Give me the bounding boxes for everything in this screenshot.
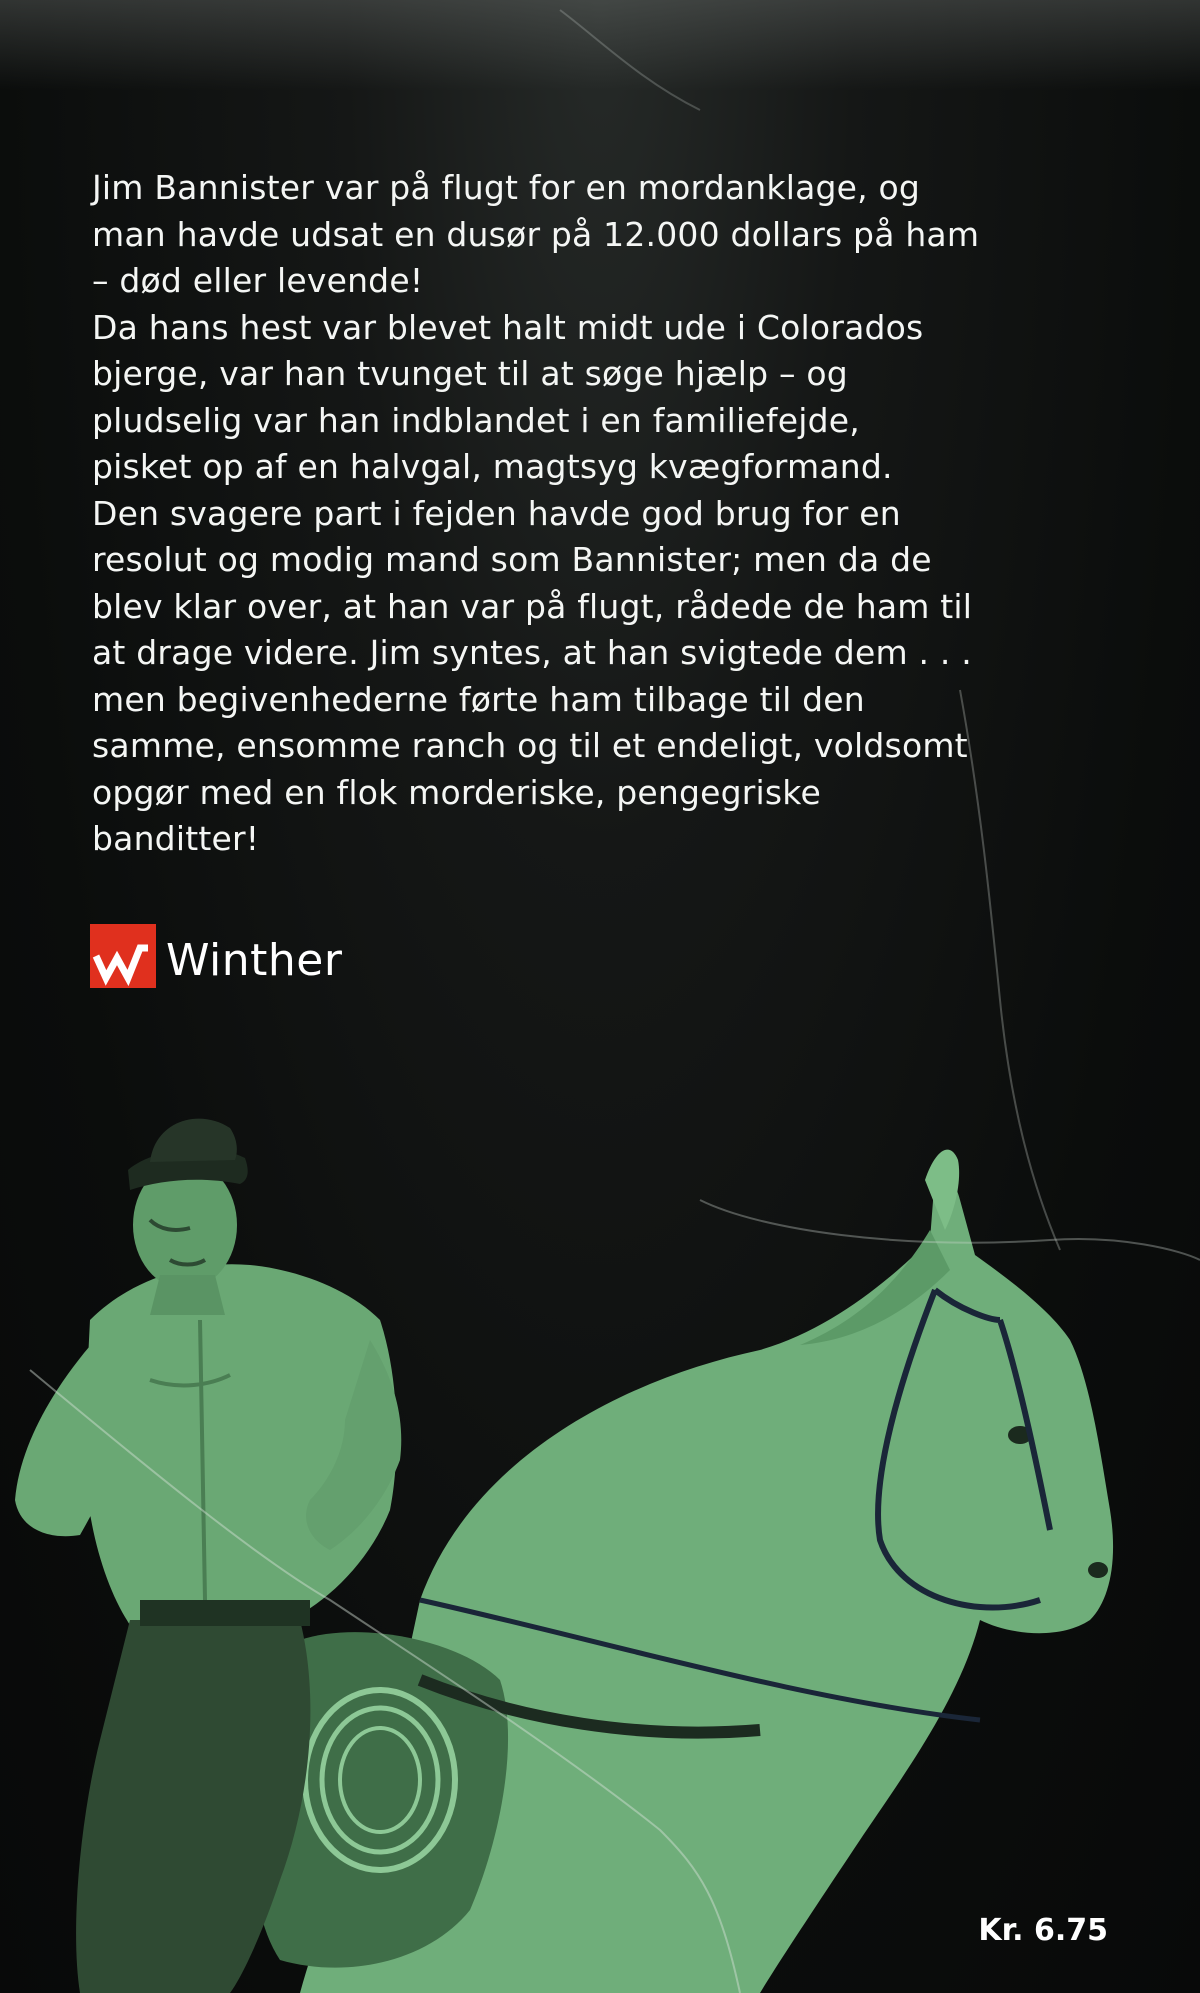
publisher-logo	[90, 924, 342, 988]
blurb-line: men begivenhederne førte ham tilbage til den	[92, 679, 865, 719]
horse-nostril	[1088, 1562, 1108, 1578]
blurb-line: man havde udsat en dusør på 12.000 dollars på ham	[92, 214, 980, 254]
blurb-line: – død eller levende!	[92, 261, 424, 300]
blurb-line: samme, ensomme ranch og til et endeligt, voldsomt	[92, 726, 968, 765]
blurb-line: Den svagere part i fejden havde god brug for en	[92, 493, 901, 533]
blurb-line: blev klar over, at han var på flugt, rådede de ham til	[92, 586, 973, 626]
price-label: Kr. 6.75	[978, 1913, 1108, 1948]
cowboy-on-horse-illustration	[0, 1080, 1200, 1993]
rider-neck	[150, 1275, 225, 1315]
blurb-line: Da hans hest var blevet halt midt ude i Colorados	[92, 307, 924, 347]
blurb-line: at drage videre. Jim syntes, at han svigtede dem . . .	[92, 633, 972, 672]
blurb-text	[92, 165, 1092, 863]
blurb-line: banditter!	[92, 819, 260, 858]
cover-wear	[0, 0, 1200, 90]
rider-belt	[140, 1600, 310, 1626]
blurb-line: pisket op af en halvgal, magtsyg kvægformand.	[92, 447, 893, 486]
rider-hat-crown	[150, 1119, 237, 1162]
blurb-line: Jim Bannister var på flugt for en mordanklage, og	[92, 168, 921, 207]
blurb-line: bjerge, var han tvunget til at søge hjælp – og	[92, 354, 848, 393]
winther-logo-icon	[90, 924, 156, 988]
blurb-line: pludselig var han indblandet i en familiefejde,	[92, 400, 860, 440]
blurb-line: resolut og modig mand som Bannister; men da de	[92, 540, 932, 579]
publisher-name: Winther	[166, 935, 343, 986]
blurb-line: opgør med en flok morderiske, pengegriske	[92, 772, 821, 812]
